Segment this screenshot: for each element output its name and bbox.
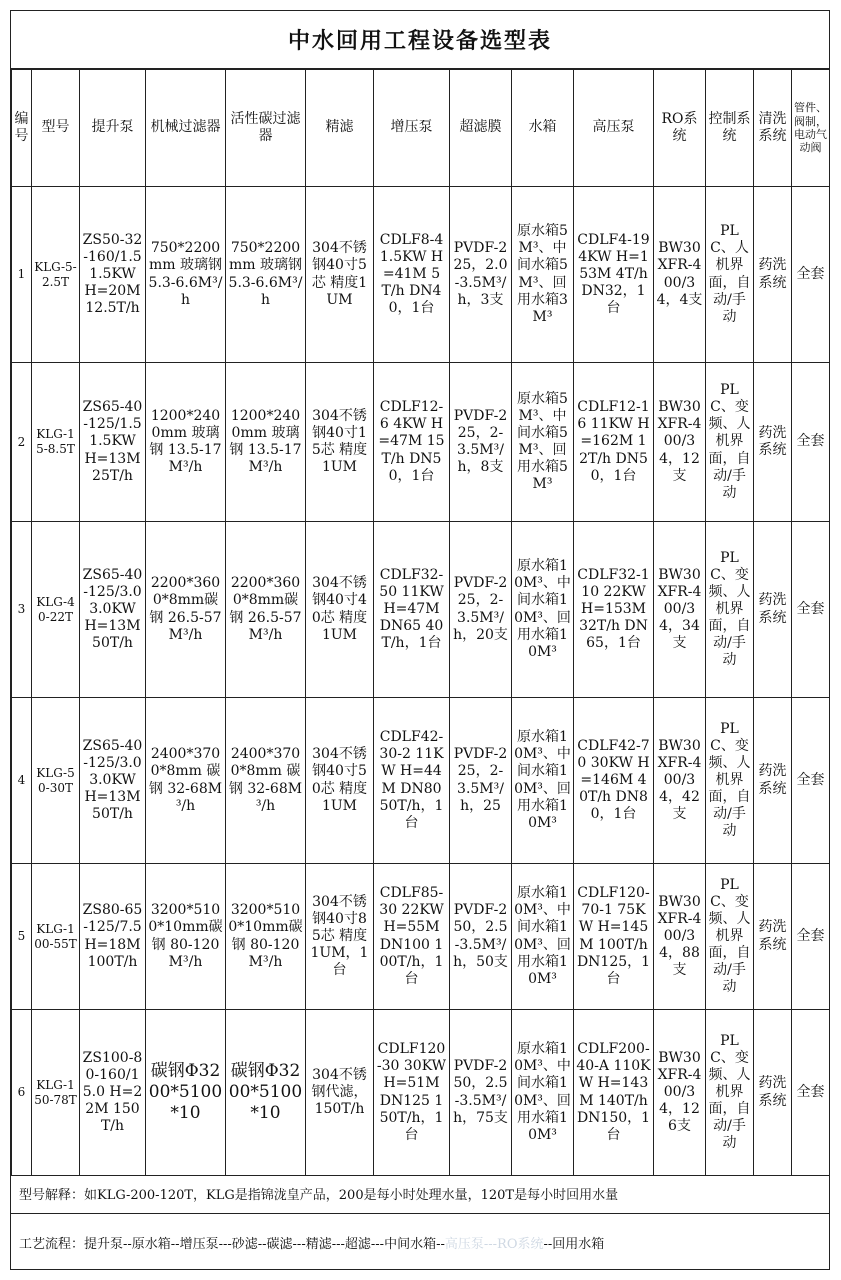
row-ro-system: BW30XFR-400/34，4支: [654, 187, 706, 363]
row-fittings: 全套: [792, 522, 830, 698]
header-cell: 型号: [32, 70, 80, 187]
row-ro-system: BW30XFR-400/34，88支: [654, 864, 706, 1010]
row-fittings: 全套: [792, 363, 830, 522]
row-cleaning: 药洗系统: [754, 1010, 792, 1176]
table-row: [12, 187, 830, 363]
row-fittings: 全套: [792, 698, 830, 864]
row-fittings: 全套: [792, 187, 830, 363]
row-uf-membrane: PVDF-225，2-3.5M³/h，20支: [450, 522, 512, 698]
table-row: [12, 363, 830, 522]
row-fine-filter: 304不锈钢40寸15芯 精度1UM: [306, 363, 374, 522]
row-id: 1: [12, 187, 32, 363]
row-booster-pump: CDLF12-6 4KW H=47M 15T/h DN50，1台: [374, 363, 450, 522]
row-carbon-filter: 碳钢Φ3200*5100*10: [226, 1010, 306, 1176]
row-cleaning: 药洗系统: [754, 363, 792, 522]
row-fine-filter: 304不锈钢40寸5芯 精度1UM: [306, 187, 374, 363]
row-water-tank: 原水箱10M³、中间水箱10M³、回用水箱10M³: [512, 698, 574, 864]
row-fittings: 全套: [792, 1010, 830, 1176]
row-lift-pump: ZS65-40-125/3.0 3.0KW H=13M 50T/h: [80, 522, 146, 698]
row-ro-system: BW30XFR-400/34，42支: [654, 698, 706, 864]
row-lift-pump: ZS65-40-125/3.0 3.0KW H=13M 50T/h: [80, 698, 146, 864]
row-lift-pump: ZS50-32-160/1.5 1.5KW H=20M 12.5T/h: [80, 187, 146, 363]
document-frame: [10, 10, 830, 1270]
row-lift-pump: ZS65-40-125/1.5 1.5KW H=13M 25T/h: [80, 363, 146, 522]
row-cleaning: 药洗系统: [754, 522, 792, 698]
row-hp-pump: CDLF4-19 4KW H=153M 4T/h DN32，1台: [574, 187, 654, 363]
row-model: KLG-40-22T: [32, 522, 80, 698]
row-id: 2: [12, 363, 32, 522]
row-control: PLC、人机界面，自动/手动: [706, 187, 754, 363]
header-cell: 编号: [12, 70, 32, 187]
row-id: 4: [12, 698, 32, 864]
row-water-tank: 原水箱5M³、中间水箱5M³、回用水箱5M³: [512, 363, 574, 522]
row-mech-filter: 2400*3700*8mm 碳钢 32-68M³/h: [146, 698, 226, 864]
row-booster-pump: CDLF8-4 1.5KW H=41M 5T/h DN40，1台: [374, 187, 450, 363]
row-id: 6: [12, 1010, 32, 1176]
row-uf-membrane: PVDF-225，2.0-3.5M³/h，3支: [450, 187, 512, 363]
row-uf-membrane: PVDF-225，2-3.5M³/h，8支: [450, 363, 512, 522]
process-flow-text: 工艺流程：提升泵--原水箱--增压泵---砂滤--碳滤---精滤---超滤---中间水箱--: [19, 1236, 445, 1252]
process-flow-text-end: --回用水箱: [543, 1236, 605, 1252]
row-model: KLG-100-55T: [32, 864, 80, 1010]
process-flow-faded-text: 高压泵---RO系统: [444, 1236, 544, 1252]
row-uf-membrane: PVDF-250，2.5-3.5M³/h，50支: [450, 864, 512, 1010]
row-cleaning: 药洗系统: [754, 864, 792, 1010]
header-cell: 管件、阀制，电动气动阀: [792, 70, 830, 187]
row-control: PLC、变频、人机界面，自动/手动: [706, 1010, 754, 1176]
row-ro-system: BW30XFR-400/34，12支: [654, 363, 706, 522]
row-booster-pump: CDLF120-30 30KW H=51M DN125 150T/h，1台: [374, 1010, 450, 1176]
row-booster-pump: CDLF42-30-2 11KW H=44M DN80 50T/h，1台: [374, 698, 450, 864]
row-cleaning: 药洗系统: [754, 187, 792, 363]
table-row: [12, 698, 830, 864]
header-cell: 机械过滤器: [146, 70, 226, 187]
page-title: 中水回用工程设备选型表: [11, 11, 829, 69]
row-hp-pump: CDLF32-110 22KW H=153M 32T/h DN65，1台: [574, 522, 654, 698]
row-uf-membrane: PVDF-250，2.5-3.5M³/h，75支: [450, 1010, 512, 1176]
row-control: PLC、变频、人机界面，自动/手动: [706, 522, 754, 698]
row-water-tank: 原水箱10M³、中间水箱10M³、回用水箱10M³: [512, 864, 574, 1010]
row-mech-filter: 3200*5100*10mm碳钢 80-120M³/h: [146, 864, 226, 1010]
row-lift-pump: ZS80-65-125/7.5 H=18M 100T/h: [80, 864, 146, 1010]
row-fittings: 全套: [792, 864, 830, 1010]
header-cell: 提升泵: [80, 70, 146, 187]
equipment-table: [11, 69, 830, 1176]
row-cleaning: 药洗系统: [754, 698, 792, 864]
row-mech-filter: 碳钢Φ3200*5100*10: [146, 1010, 226, 1176]
row-carbon-filter: 2200*3600*8mm碳钢 26.5-57M³/h: [226, 522, 306, 698]
row-model: KLG-15-8.5T: [32, 363, 80, 522]
row-model: KLG-150-78T: [32, 1010, 80, 1176]
row-hp-pump: CDLF12-16 11KW H=162M 12T/h DN50，1台: [574, 363, 654, 522]
header-row: [12, 70, 830, 187]
row-fine-filter: 304不锈钢40寸50芯 精度1UM: [306, 698, 374, 864]
row-hp-pump: CDLF200-40-A 110KW H=143M 140T/h DN150，1台: [574, 1010, 654, 1176]
row-water-tank: 原水箱5M³、中间水箱5M³、回用水箱3M³: [512, 187, 574, 363]
row-carbon-filter: 2400*3700*8mm 碳钢 32-68M³/h: [226, 698, 306, 864]
row-mech-filter: 1200*2400mm 玻璃钢 13.5-17M³/h: [146, 363, 226, 522]
row-booster-pump: CDLF85-30 22KW H=55M DN100 100T/h，1台: [374, 864, 450, 1010]
header-cell: 增压泵: [374, 70, 450, 187]
row-model: KLG-5-2.5T: [32, 187, 80, 363]
table-row: [12, 864, 830, 1010]
header-cell: 超滤膜: [450, 70, 512, 187]
row-carbon-filter: 750*2200mm 玻璃钢 5.3-6.6M³/h: [226, 187, 306, 363]
row-uf-membrane: PVDF-225，2-3.5M³/h，25: [450, 698, 512, 864]
header-cell: 清洗系统: [754, 70, 792, 187]
table-row: [12, 522, 830, 698]
row-fine-filter: 304不锈钢40寸40芯 精度1UM: [306, 522, 374, 698]
header-cell: RO系统: [654, 70, 706, 187]
header-cell: 活性碳过滤器: [226, 70, 306, 187]
row-mech-filter: 2200*3600*8mm碳钢 26.5-57M³/h: [146, 522, 226, 698]
process-flow-note: [11, 1214, 829, 1270]
row-control: PLC、变频、人机界面，自动/手动: [706, 698, 754, 864]
model-explanation-note: 型号解释：如KLG-200-120T，KLG是指锦泷皇产品，200是每小时处理水量，120T是每小时回用水量: [11, 1174, 829, 1214]
row-carbon-filter: 1200*2400mm 玻璃钢 13.5-17M³/h: [226, 363, 306, 522]
row-model: KLG-50-30T: [32, 698, 80, 864]
row-ro-system: BW30XFR-400/34，34支: [654, 522, 706, 698]
header-cell: 精滤: [306, 70, 374, 187]
header-cell: 水箱: [512, 70, 574, 187]
row-id: 5: [12, 864, 32, 1010]
row-fine-filter: 304不锈钢代滤，150T/h: [306, 1010, 374, 1176]
row-carbon-filter: 3200*5100*10mm碳钢 80-120M³/h: [226, 864, 306, 1010]
row-fine-filter: 304不锈钢40寸85芯 精度1UM，1台: [306, 864, 374, 1010]
table-row: [12, 1010, 830, 1176]
header-cell: 控制系统: [706, 70, 754, 187]
row-water-tank: 原水箱10M³、中间水箱10M³、回用水箱10M³: [512, 1010, 574, 1176]
header-cell: 高压泵: [574, 70, 654, 187]
row-control: PLC、变频、人机界面，自动/手动: [706, 864, 754, 1010]
row-hp-pump: CDLF42-70 30KW H=146M 40T/h DN80，1台: [574, 698, 654, 864]
row-water-tank: 原水箱10M³、中间水箱10M³、回用水箱10M³: [512, 522, 574, 698]
row-booster-pump: CDLF32-50 11KW H=47M DN65 40T/h，1台: [374, 522, 450, 698]
row-control: PLC、变频、人机界面，自动/手动: [706, 363, 754, 522]
row-lift-pump: ZS100-80-160/15.0 H=22M 150T/h: [80, 1010, 146, 1176]
row-mech-filter: 750*2200mm 玻璃钢 5.3-6.6M³/h: [146, 187, 226, 363]
row-id: 3: [12, 522, 32, 698]
row-hp-pump: CDLF120-70-1 75KW H=145M 100T/h DN125，1台: [574, 864, 654, 1010]
row-ro-system: BW30XFR-400/34，126支: [654, 1010, 706, 1176]
